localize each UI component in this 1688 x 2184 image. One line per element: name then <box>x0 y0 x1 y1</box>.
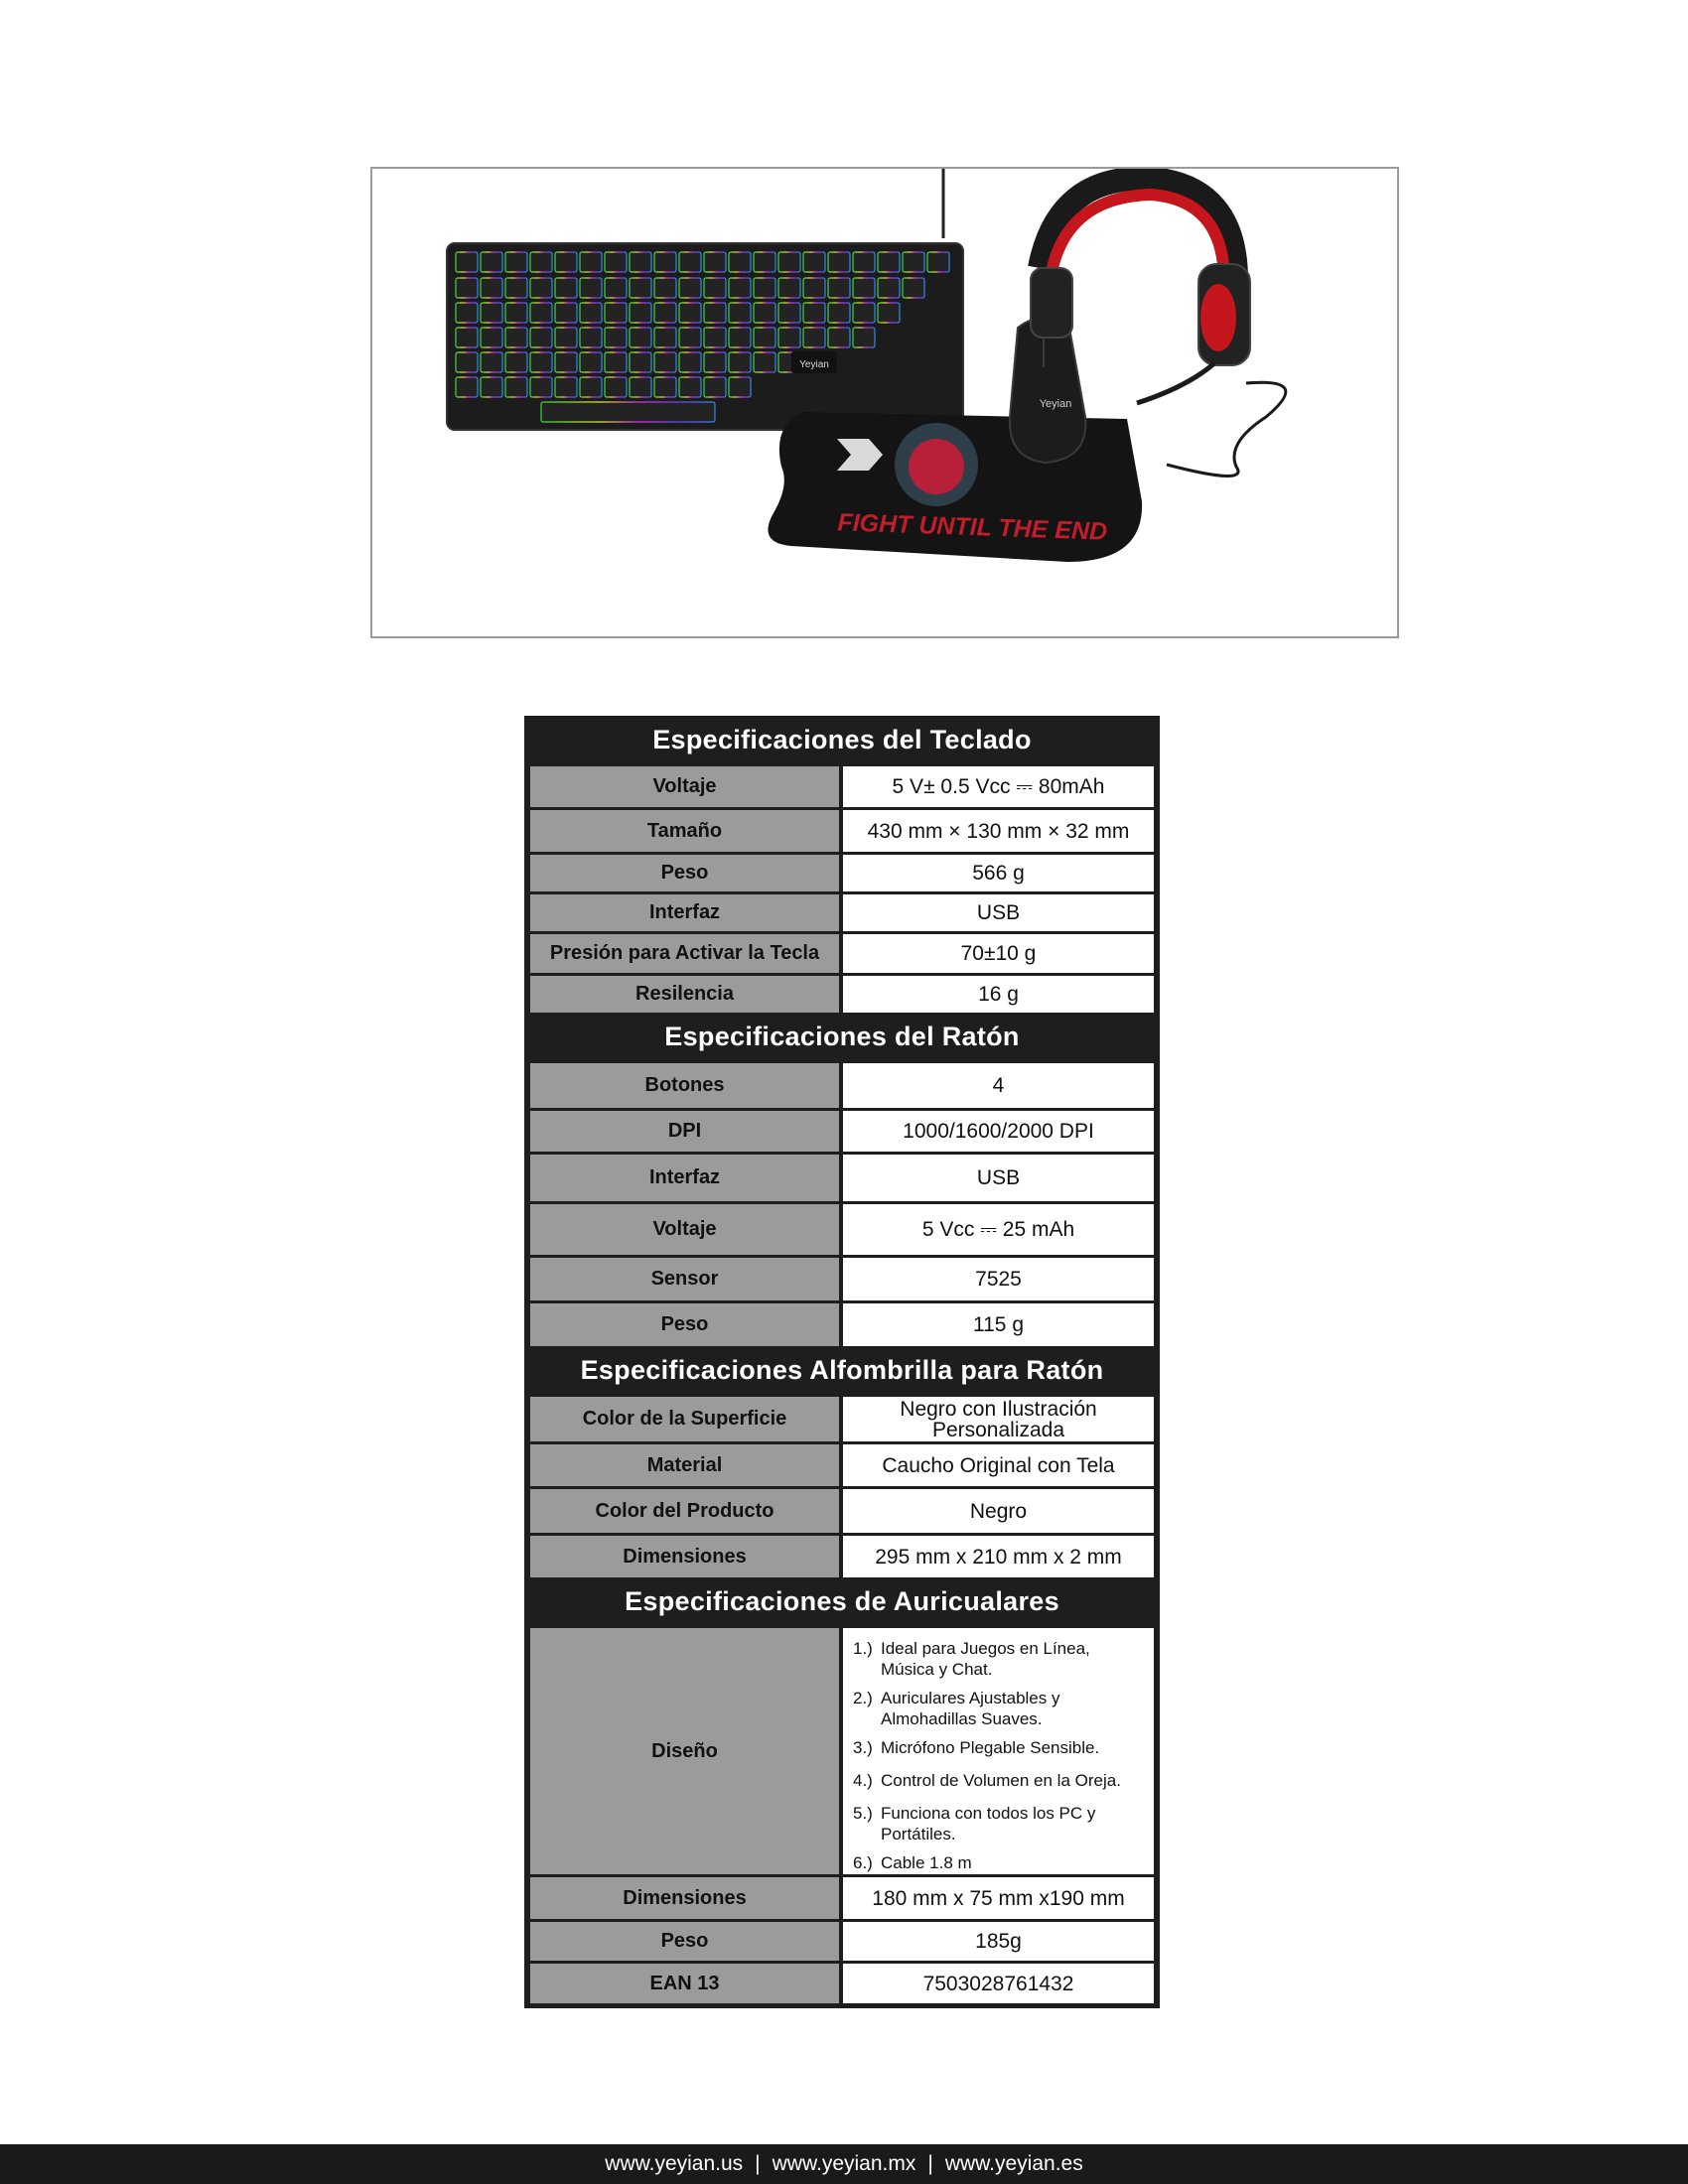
row-value: 70±10 g <box>843 934 1154 973</box>
row-label: Presión para Activar la Tecla <box>530 934 839 973</box>
keycap <box>605 278 627 298</box>
design-list <box>843 1628 1154 1874</box>
row-value: 1000/1600/2000 DPI <box>843 1111 1154 1152</box>
table-row <box>530 852 1154 891</box>
keycap <box>530 377 552 397</box>
row-value: 4 <box>843 1063 1154 1108</box>
table-row <box>530 1961 1154 2003</box>
keycap <box>580 377 602 397</box>
keycap <box>729 328 751 347</box>
keycap <box>878 278 900 298</box>
keycap <box>654 303 676 323</box>
keycap <box>481 328 502 347</box>
keycap <box>580 352 602 372</box>
table-row <box>530 1201 1154 1255</box>
mousepad-slogan: FIGHT UNTIL THE END <box>836 508 1108 546</box>
keycap <box>704 278 726 298</box>
keycap <box>605 377 627 397</box>
keyboard-specs-title: Especificaciones del Teclado <box>652 724 1032 754</box>
keycap <box>505 278 527 298</box>
keycap <box>853 303 875 323</box>
table-row <box>530 891 1154 931</box>
table-row <box>530 931 1154 973</box>
keycap <box>704 377 726 397</box>
keycap <box>630 278 651 298</box>
keycap <box>679 303 701 323</box>
row-value: 16 g <box>843 976 1154 1013</box>
keycap <box>654 328 676 347</box>
spacebar-key <box>541 402 715 422</box>
footer-link-es[interactable]: www.yeyian.es <box>944 2152 1083 2175</box>
keycap <box>530 278 552 298</box>
table-row <box>530 807 1154 852</box>
list-text: Cable 1.8 m <box>881 1853 972 1872</box>
keycap <box>903 252 924 272</box>
keycap <box>729 278 751 298</box>
footer-link-mx[interactable]: www.yeyian.mx <box>772 2152 916 2175</box>
list-item <box>853 1638 1148 1680</box>
list-text-continued: Música y Chat. <box>881 1660 993 1679</box>
microphone-boom <box>1137 363 1214 403</box>
row-label: Diseño <box>530 1628 839 1874</box>
list-text: Control de Volumen en la Oreja. <box>881 1771 1121 1790</box>
mousepad <box>768 412 1142 562</box>
keycap <box>729 252 751 272</box>
table-row <box>530 1874 1154 1919</box>
table-row <box>530 1441 1154 1486</box>
keycap <box>580 303 602 323</box>
row-label: Color del Producto <box>530 1489 839 1533</box>
table-row <box>530 1625 1154 1874</box>
keycap <box>729 352 751 372</box>
keycap <box>530 352 552 372</box>
list-number: 4.) <box>853 1771 873 1790</box>
keycap <box>778 328 800 347</box>
keycap <box>481 278 502 298</box>
row-label: Dimensiones <box>530 1536 839 1577</box>
list-number: 1.) <box>853 1639 873 1658</box>
footer-separator: | <box>927 2152 933 2175</box>
list-item <box>853 1852 1148 1873</box>
keycap <box>456 328 478 347</box>
keyboard-logo: Yeyian <box>799 359 829 370</box>
keycap <box>679 278 701 298</box>
keycap <box>778 252 800 272</box>
keycap <box>778 303 800 323</box>
row-label: Resilencia <box>530 976 839 1013</box>
row-label: Voltaje <box>530 766 839 807</box>
list-item <box>853 1770 1148 1791</box>
list-item <box>853 1803 1148 1844</box>
row-value: 295 mm x 210 mm x 2 mm <box>843 1536 1154 1577</box>
row-label: Tamaño <box>530 810 839 852</box>
keycap <box>505 252 527 272</box>
product-illustration <box>372 169 1397 636</box>
keycap <box>481 252 502 272</box>
row-label: DPI <box>530 1111 839 1152</box>
keycap <box>704 252 726 272</box>
table-row <box>530 1533 1154 1577</box>
row-value: 566 g <box>843 855 1154 891</box>
keycap <box>803 278 825 298</box>
row-value: 5 V± 0.5 Vcc ⎓ 80mAh <box>843 766 1154 807</box>
keycap <box>530 252 552 272</box>
keycap <box>903 278 924 298</box>
keycap <box>456 352 478 372</box>
keycap <box>654 377 676 397</box>
row-value: USB <box>843 1155 1154 1201</box>
list-text: Ideal para Juegos en Línea, <box>881 1639 1090 1658</box>
row-value: 180 mm x 75 mm x190 mm <box>843 1877 1154 1919</box>
specifications-table <box>524 716 1160 2008</box>
keycap <box>754 352 775 372</box>
keycap <box>778 278 800 298</box>
row-label: Sensor <box>530 1258 839 1300</box>
row-label: Interfaz <box>530 1155 839 1201</box>
table-row <box>530 1486 1154 1533</box>
product-image <box>370 167 1399 638</box>
mouse-specs-title: Especificaciones del Ratón <box>664 1021 1020 1051</box>
keycap <box>679 377 701 397</box>
list-item <box>853 1737 1148 1758</box>
keycap <box>729 377 751 397</box>
keycap <box>853 278 875 298</box>
table-row <box>530 1919 1154 1961</box>
keycap <box>729 303 751 323</box>
keycap <box>481 377 502 397</box>
keycap <box>456 377 478 397</box>
row-label: Peso <box>530 1303 839 1346</box>
keycap <box>754 278 775 298</box>
row-value: 115 g <box>843 1303 1154 1346</box>
headset-specs-title: Especificaciones de Auricualares <box>625 1585 1059 1616</box>
table-row <box>530 1152 1154 1201</box>
keycap <box>828 252 850 272</box>
keycap <box>754 328 775 347</box>
keycap <box>679 352 701 372</box>
keycap <box>803 303 825 323</box>
row-label: EAN 13 <box>530 1964 839 2003</box>
keycap <box>555 278 577 298</box>
keycap <box>605 352 627 372</box>
mouse <box>1010 318 1085 463</box>
row-label: Voltaje <box>530 1204 839 1255</box>
mouse-logo: Yeyian <box>1039 398 1072 410</box>
keycap <box>580 328 602 347</box>
list-text: Auriculares Ajustables y <box>881 1689 1060 1707</box>
keycap <box>481 352 502 372</box>
keycap <box>630 303 651 323</box>
keycap <box>853 328 875 347</box>
list-text: Funciona con todos los PC y <box>881 1804 1096 1823</box>
keycap <box>580 278 602 298</box>
keycap <box>530 328 552 347</box>
row-label: Material <box>530 1444 839 1486</box>
keycap <box>580 252 602 272</box>
keycap <box>555 328 577 347</box>
table-row <box>530 973 1154 1013</box>
keycap <box>704 328 726 347</box>
keycap <box>803 328 825 347</box>
row-value: Negro con Ilustración Personalizada <box>843 1397 1154 1441</box>
keycap <box>456 303 478 323</box>
row-value: 5 Vcc ⎓ 25 mAh <box>843 1204 1154 1255</box>
row-value: Caucho Original con Tela <box>843 1444 1154 1486</box>
keycap <box>481 303 502 323</box>
keycap <box>828 303 850 323</box>
keycap <box>679 252 701 272</box>
table-row <box>530 763 1154 807</box>
row-value: 7525 <box>843 1258 1154 1300</box>
row-label: Dimensiones <box>530 1877 839 1919</box>
keycap <box>555 252 577 272</box>
list-number: 6.) <box>853 1853 873 1872</box>
keycap <box>679 328 701 347</box>
keycap <box>878 252 900 272</box>
row-label: Interfaz <box>530 894 839 931</box>
keycap <box>704 303 726 323</box>
keycap <box>704 352 726 372</box>
keycap <box>605 328 627 347</box>
table-row <box>530 1300 1154 1346</box>
keycap <box>456 278 478 298</box>
keycap <box>630 252 651 272</box>
list-text: Micrófono Plegable Sensible. <box>881 1738 1100 1757</box>
keycap <box>853 252 875 272</box>
keycap <box>754 303 775 323</box>
footer-link-us[interactable]: www.yeyian.us <box>605 2152 744 2175</box>
row-value: 7503028761432 <box>843 1964 1154 2003</box>
row-label: Botones <box>530 1063 839 1108</box>
headset-cable <box>1167 382 1286 476</box>
keycap <box>927 252 949 272</box>
list-text-continued: Portátiles. <box>881 1825 956 1843</box>
row-value: Negro <box>843 1489 1154 1533</box>
table-row <box>530 1255 1154 1300</box>
keycap <box>505 352 527 372</box>
keyboard <box>447 243 963 430</box>
keycap <box>754 252 775 272</box>
table-row <box>530 1108 1154 1152</box>
keycap <box>803 252 825 272</box>
table-row <box>530 1060 1154 1108</box>
keycap <box>654 352 676 372</box>
table-row <box>530 1394 1154 1441</box>
keycap <box>828 278 850 298</box>
keycap <box>878 303 900 323</box>
keycap <box>505 377 527 397</box>
keycap <box>630 352 651 372</box>
list-text-continued: Almohadillas Suaves. <box>881 1709 1043 1728</box>
keycap <box>456 252 478 272</box>
row-value: 430 mm × 130 mm × 32 mm <box>843 810 1154 852</box>
row-value: USB <box>843 894 1154 931</box>
keycap <box>630 377 651 397</box>
footer <box>0 2144 1688 2184</box>
keycap <box>654 278 676 298</box>
keycap <box>555 377 577 397</box>
keycap <box>505 328 527 347</box>
list-item <box>853 1688 1148 1729</box>
row-value: 185g <box>843 1922 1154 1961</box>
keycap <box>828 328 850 347</box>
keycap <box>530 303 552 323</box>
keycap <box>630 328 651 347</box>
row-label: Peso <box>530 1922 839 1961</box>
footer-separator: | <box>755 2152 761 2175</box>
keycap <box>605 303 627 323</box>
keycap <box>555 303 577 323</box>
keycap <box>505 303 527 323</box>
row-label: Peso <box>530 855 839 891</box>
list-number: 2.) <box>853 1689 873 1707</box>
list-number: 3.) <box>853 1738 873 1757</box>
list-number: 5.) <box>853 1804 873 1823</box>
keycap <box>555 352 577 372</box>
row-label: Color de la Superficie <box>530 1397 839 1441</box>
keycap <box>654 252 676 272</box>
keycap <box>605 252 627 272</box>
mousepad-specs-title: Especificaciones Alfombrilla para Ratón <box>580 1354 1104 1385</box>
